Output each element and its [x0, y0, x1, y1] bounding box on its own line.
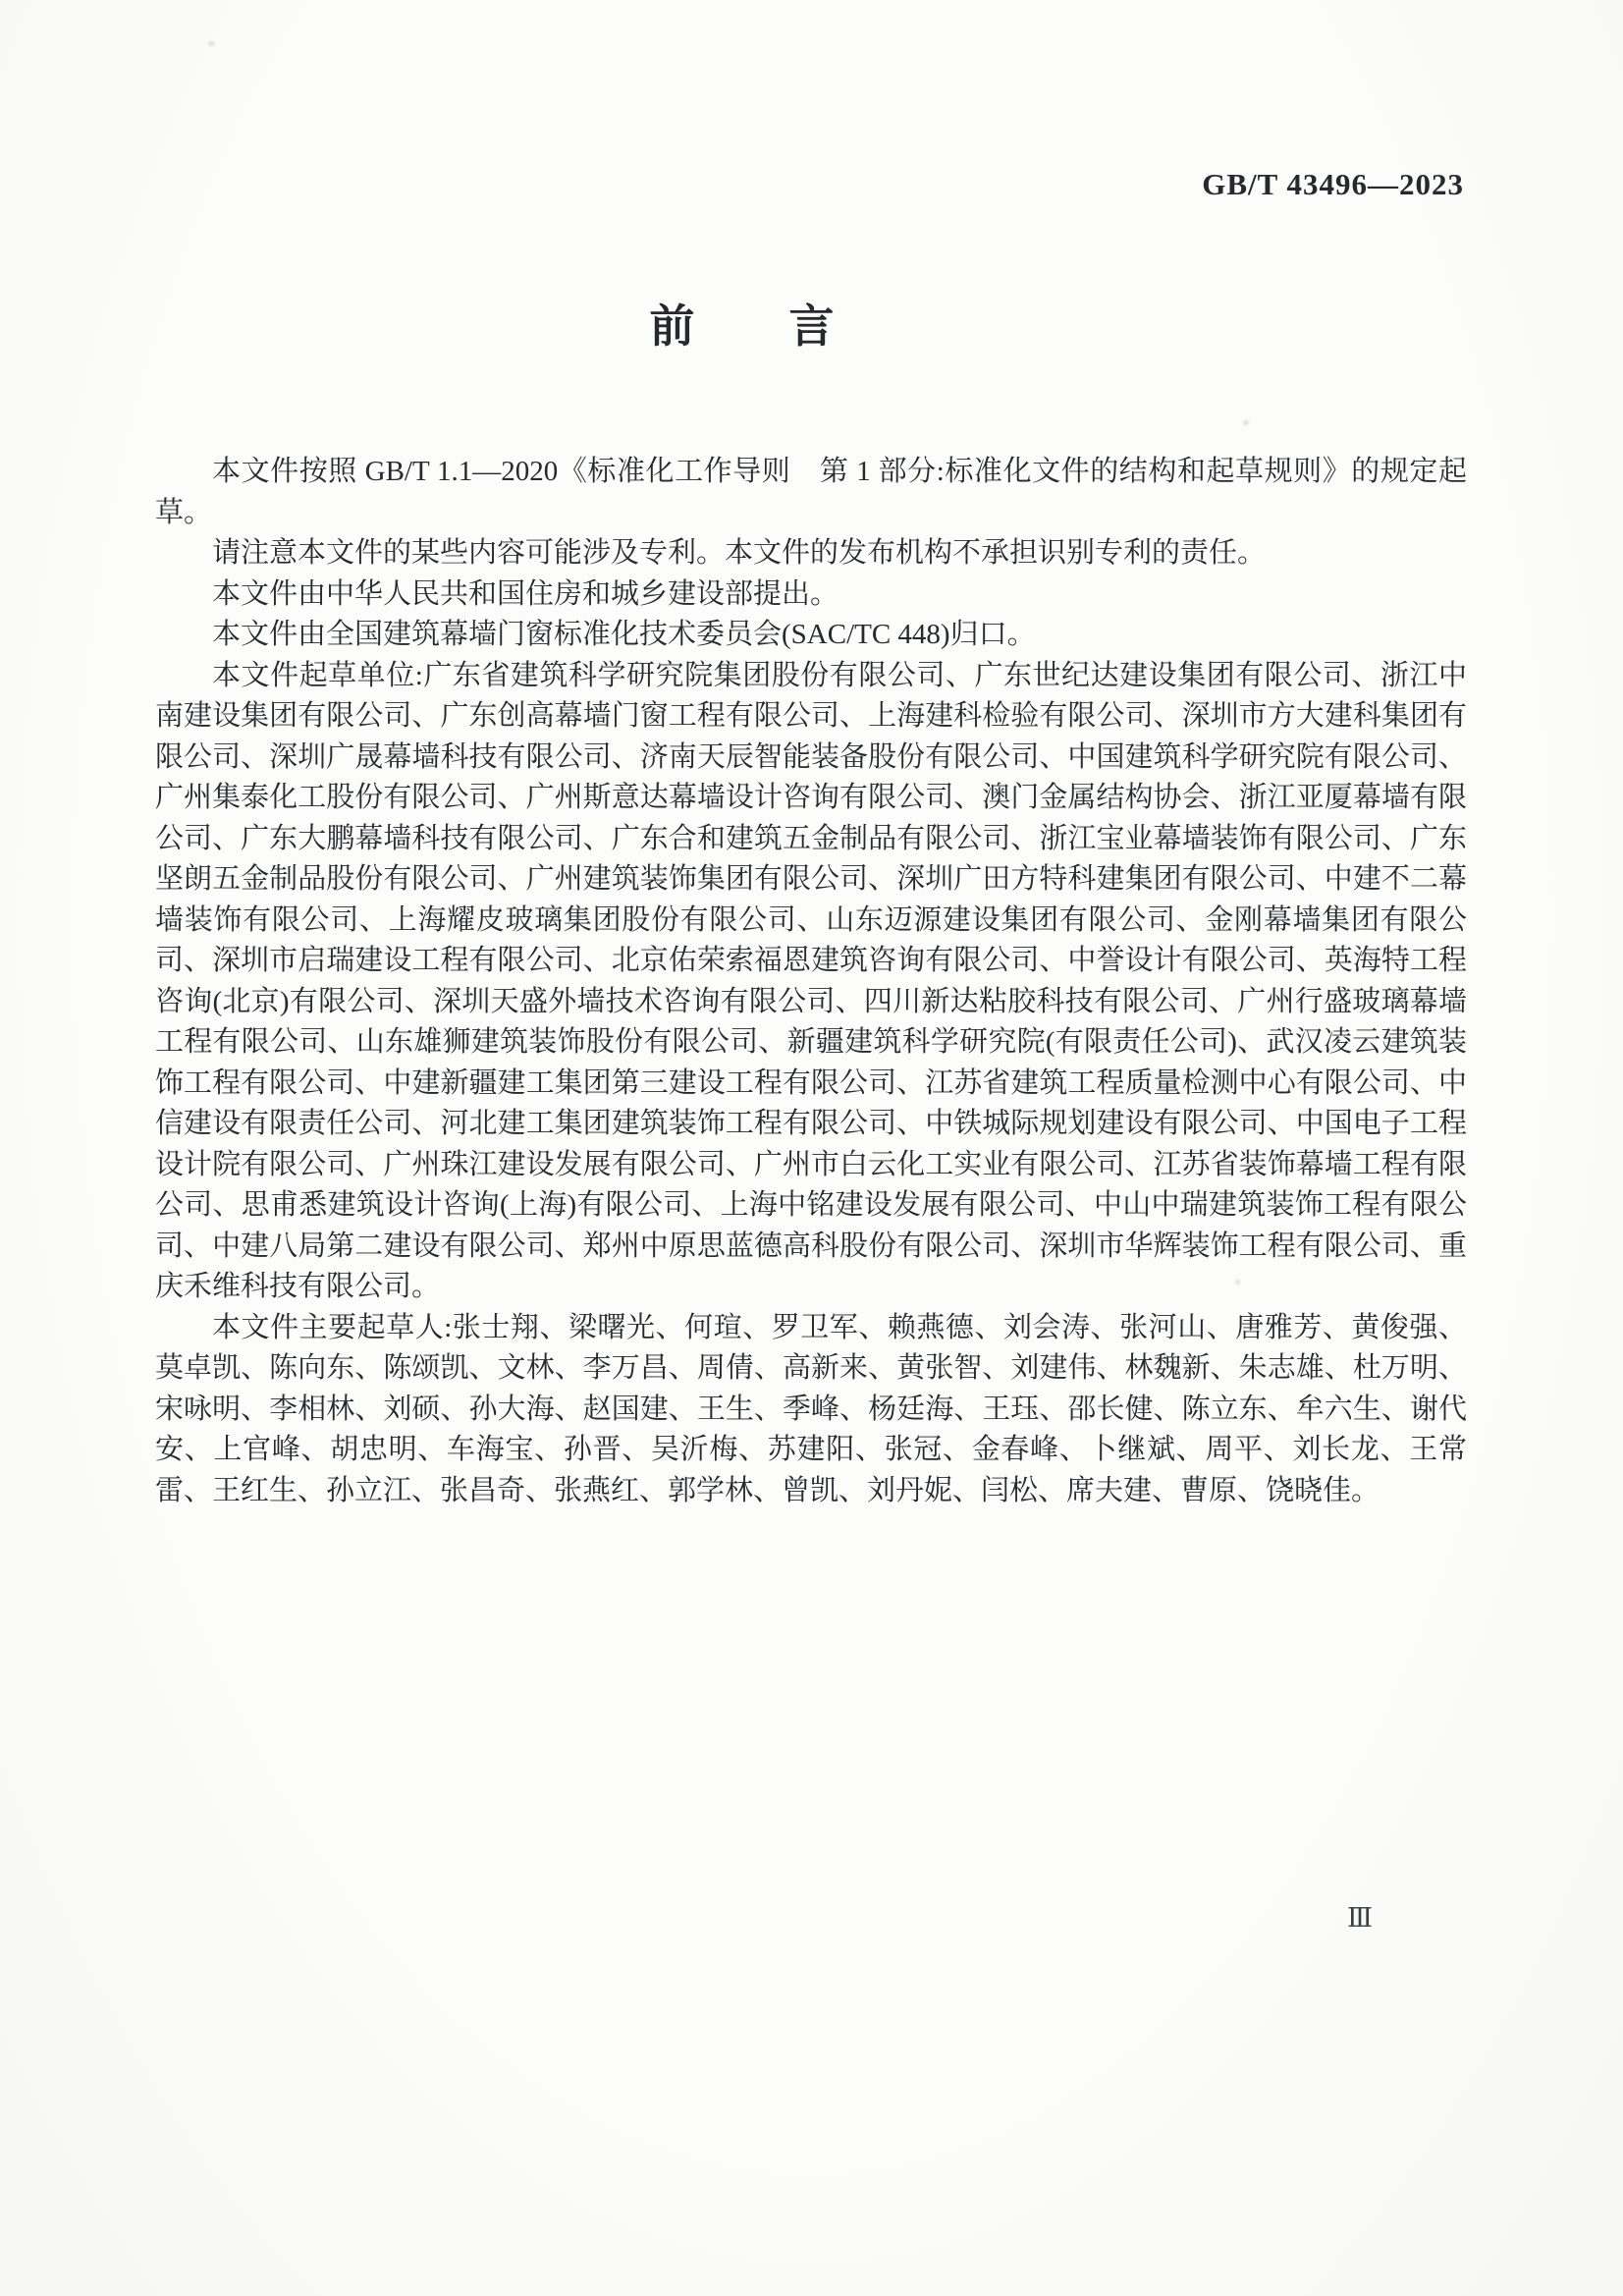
standard-number: GB/T 43496—2023 — [1202, 167, 1464, 201]
paragraph-drafting-organizations: 本文件起草单位:广东省建筑科学研究院集团股份有限公司、广东世纪达建设集团有限公司、浙江中南建设集团有限公司、广东创高幕墙门窗工程有限公司、上海建科检验有限公司、深圳市方大建科集团有限公司、深圳广晟幕墙科技有限公司、济南天辰智能装备股份有限公司、中国建筑科学研究院有限公司、广州集泰化工股份有限公司、广州斯意达幕墙设计咨询有限公司、澳门金属结构协会、浙江亚厦幕墙有限公司、广东大鹏幕墙科技有限公司、广东合和建筑五金制品有限公司、浙江宝业幕墙装饰有限公司、广东坚朗五金制品股份有限公司、广州建筑装饰集团有限公司、深圳广田方特科建集团有限公司、中建不二幕墙装饰有限公司、上海耀皮玻璃集团股份有限公司、山东迈源建设集团有限公司、金刚幕墙集团有限公司、深圳市启瑞建设工程有限公司、北京佑荣索福恩建筑咨询有限公司、中誉设计有限公司、英海特工程咨询(北京)有限公司、深圳天盛外墙技术咨询有限公司、四川新达粘胶科技有限公司、广州行盛玻璃幕墙工程有限公司、山东雄狮建筑装饰股份有限公司、新疆建筑科学研究院(有限责任公司)、武汉凌云建筑装饰工程有限公司、中建新疆建工集团第三建设工程有限公司、江苏省建筑工程质量检测中心有限公司、中信建设有限责任公司、河北建工集团建筑装饰工程有限公司、中铁城际规划建设有限公司、中国电子工程设计院有限公司、广州珠江建设发展有限公司、广州市白云化工实业有限公司、江苏省装饰幕墙工程有限公司、思甫悉建筑设计咨询(上海)有限公司、上海中铭建设发展有限公司、中山中瑞建筑装饰工程有限公司、中建八局第二建设有限公司、郑州中原思蓝德高科股份有限公司、深圳市华辉装饰工程有限公司、重庆禾维科技有限公司。 — [155, 659, 1467, 1302]
title-char-left: 前 — [649, 301, 697, 352]
scan-speckle — [208, 41, 215, 46]
page-number: Ⅲ — [1347, 1903, 1374, 1933]
scan-speckle — [1235, 1280, 1240, 1285]
page-title — [0, 291, 1554, 355]
paragraph-patent-notice: 请注意本文件的某些内容可能涉及专利。本文件的发布机构不承担识别专利的责任。 — [212, 537, 1267, 569]
title-char-right: 言 — [788, 301, 837, 352]
paragraph-centralized-by: 本文件由全国建筑幕墙门窗标准化技术委员会(SAC/TC 448)归口。 — [212, 619, 1036, 650]
foreword-body — [155, 452, 1467, 1511]
paragraph-main-drafters: 本文件主要起草人:张士翔、梁曙光、何瑄、罗卫军、赖燕德、刘会涛、张河山、唐雅芳、黄俊强、莫卓凯、陈向东、陈颂凯、文林、李万昌、周倩、高新来、黄张智、刘建伟、林魏新、朱志雄、杜万明、宋咏明、李相林、刘硕、孙大海、赵国建、王生、季峰、杨廷海、王珏、邵长健、陈立东、牟六生、谢代安、上官峰、胡忠明、车海宝、孙晋、吴沂梅、苏建阳、张冠、金春峰、卜继斌、周平、刘长龙、王常雷、王红生、孙立江、张昌奇、张燕红、郭学林、曾凯、刘丹妮、闫松、席夫建、曹原、饶晓佳。 — [155, 1311, 1467, 1506]
scan-speckle — [1243, 420, 1249, 425]
paragraph-proposed-by: 本文件由中华人民共和国住房和城乡建设部提出。 — [212, 577, 839, 610]
paragraph-drafting-rules: 本文件按照 GB/T 1.1—2020《标准化工作导则 第 1 部分:标准化文件的结构和起草规则》的规定起草。 — [155, 456, 1467, 528]
